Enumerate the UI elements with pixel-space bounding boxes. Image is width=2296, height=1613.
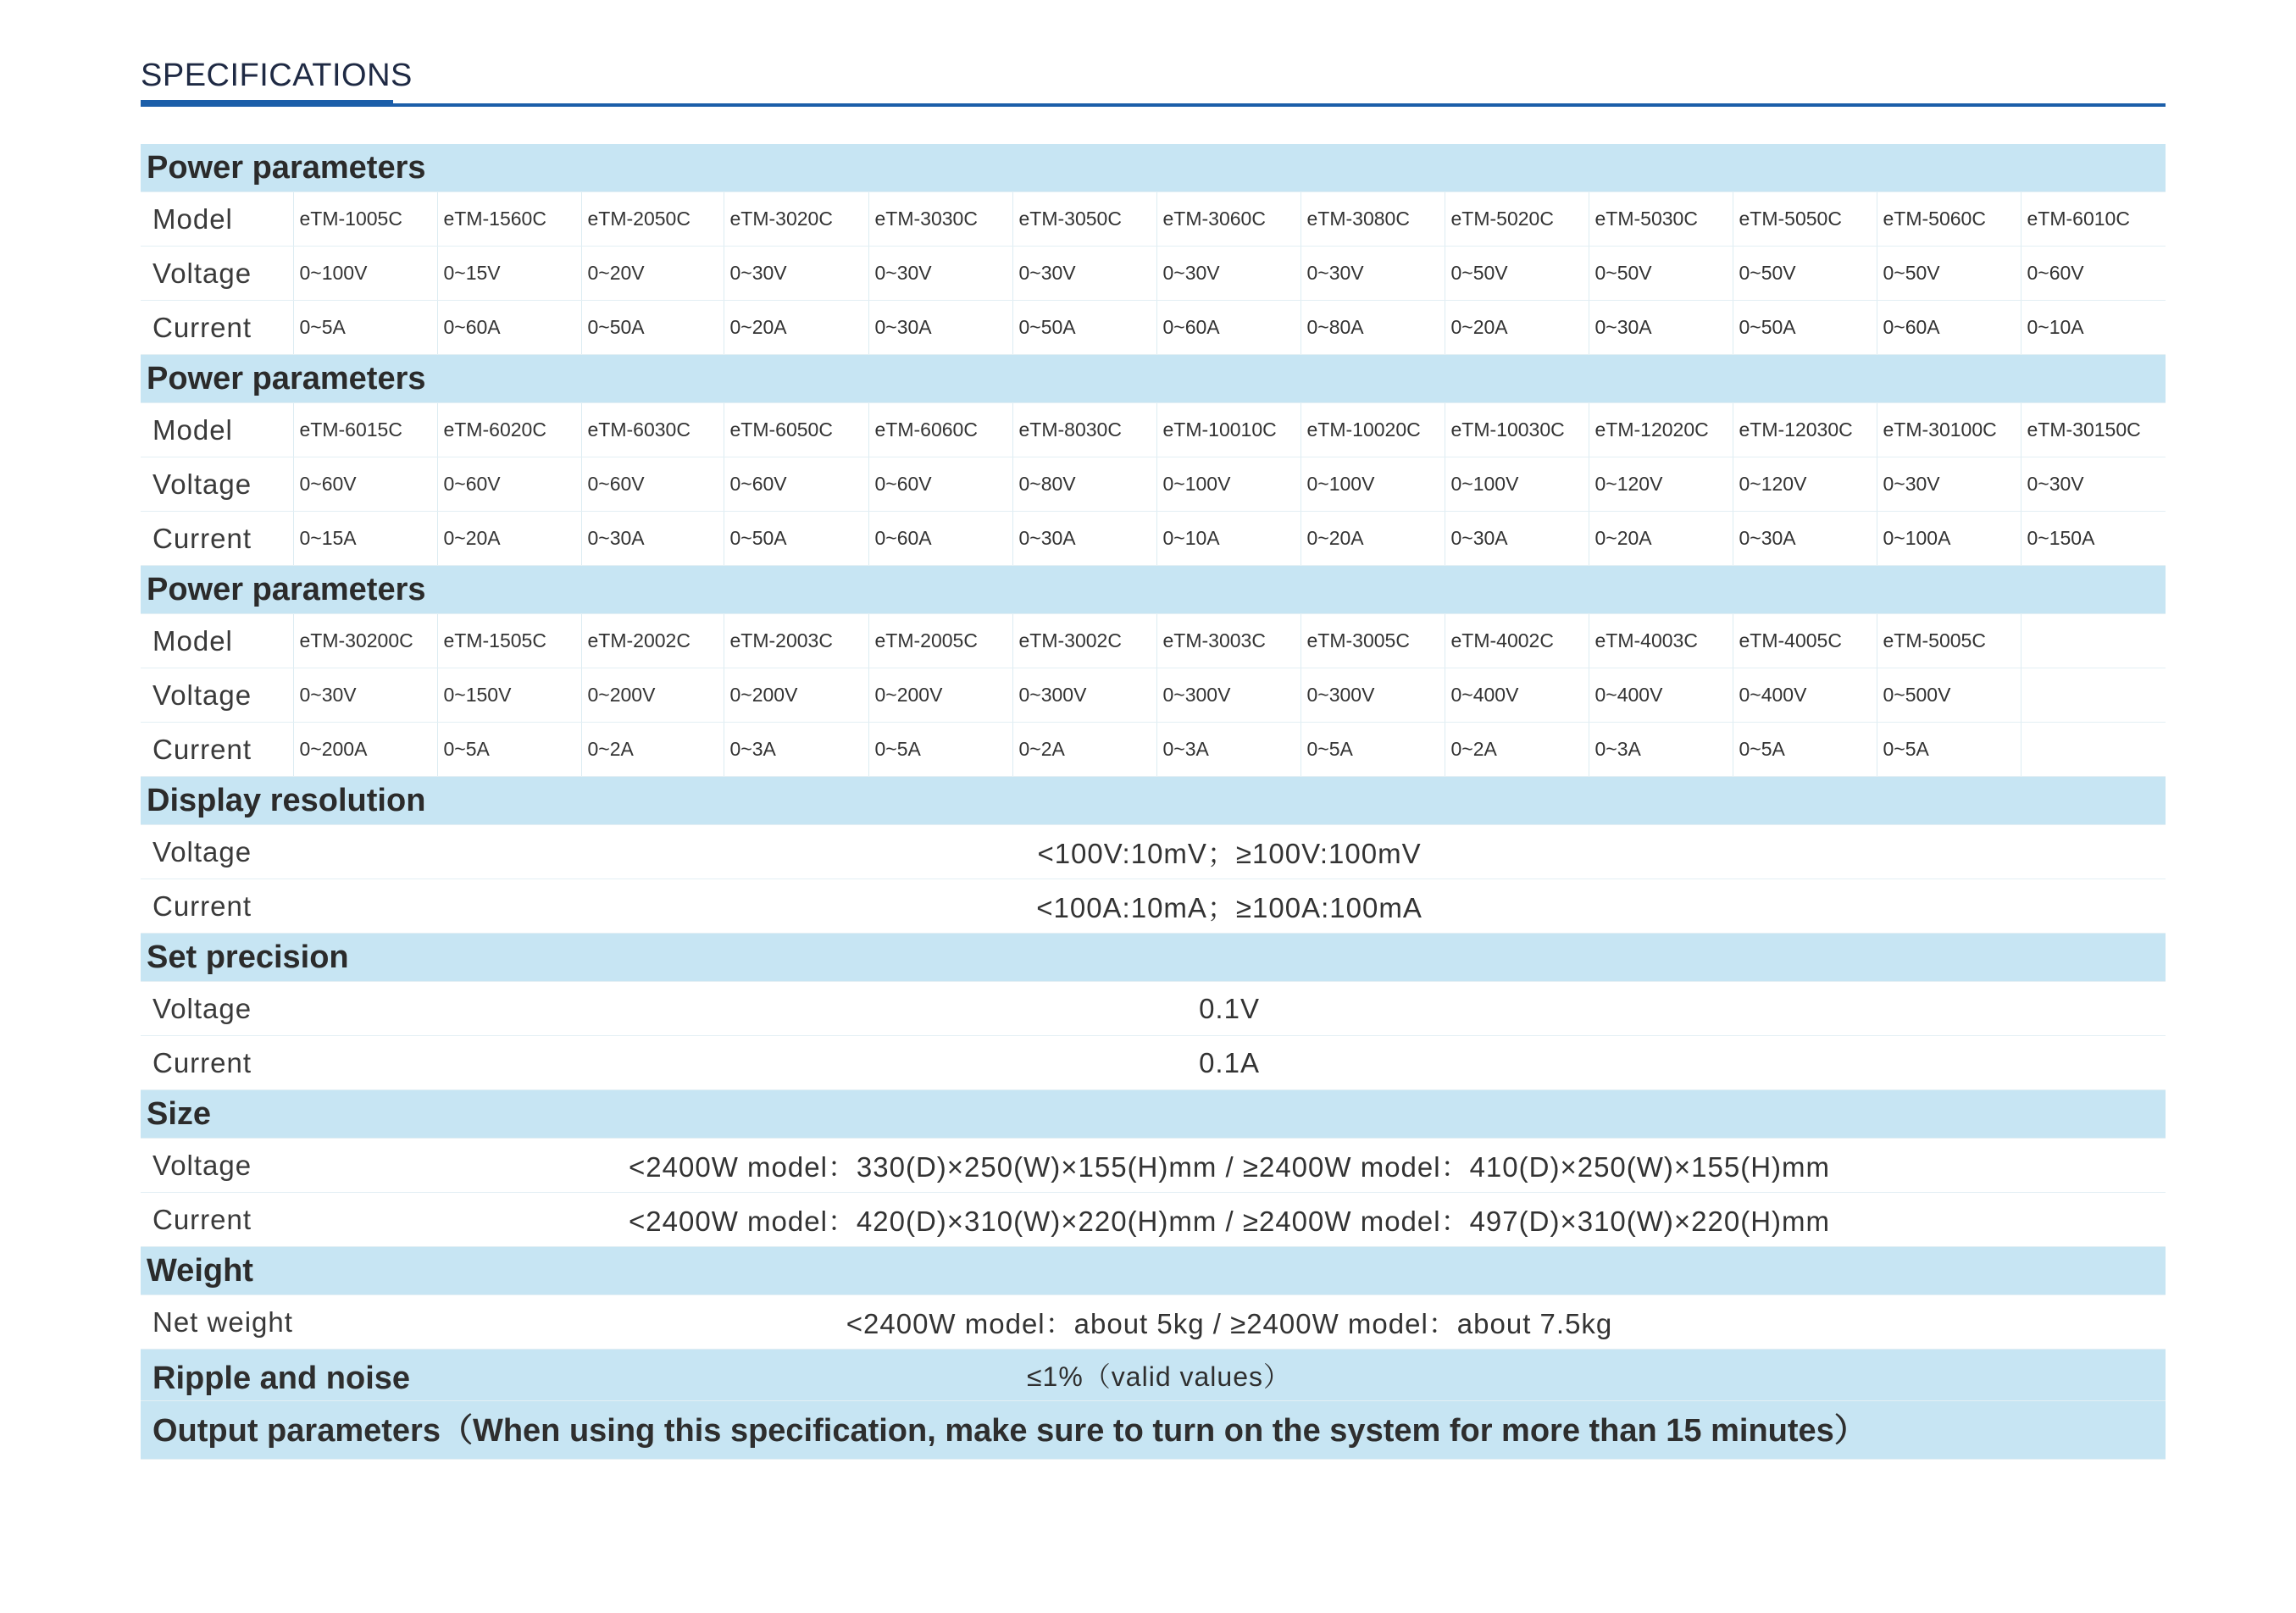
voltage-cell: 0~50V (1445, 247, 1589, 301)
voltage-cell: 0~400V (1733, 668, 1877, 723)
display-current-value: <100A:10mA；≥100A:100mA (293, 879, 2166, 934)
voltage-cell: 0~60V (2021, 247, 2166, 301)
current-cell: 0~3A (724, 723, 868, 777)
model-cell: eTM-12020C (1589, 403, 1733, 457)
model-cell: eTM-12030C (1733, 403, 1877, 457)
row-label: Model (141, 403, 293, 457)
model-cell: eTM-3060C (1156, 192, 1301, 247)
model-cell: eTM-10020C (1301, 403, 1445, 457)
model-cell: eTM-3005C (1301, 614, 1445, 668)
title-rule-accent (141, 100, 393, 107)
size-voltage-row (141, 1139, 2166, 1193)
voltage-row (141, 247, 2166, 301)
row-label: Voltage (141, 668, 293, 723)
section-weight (141, 1247, 2166, 1295)
net-weight-row (141, 1295, 2166, 1350)
section-set-precision (141, 934, 2166, 982)
model-cell: eTM-6020C (437, 403, 581, 457)
section-title: Weight (141, 1247, 2166, 1295)
row-label: Voltage (141, 457, 293, 512)
current-cell: 0~20A (437, 512, 581, 566)
row-label: Current (141, 1036, 293, 1090)
model-row (141, 403, 2166, 457)
model-cell: eTM-10010C (1156, 403, 1301, 457)
section-title: Size (141, 1090, 2166, 1139)
voltage-cell: 0~100V (293, 247, 437, 301)
voltage-cell: 0~400V (1589, 668, 1733, 723)
voltage-cell: 0~50V (1589, 247, 1733, 301)
voltage-cell: 0~60V (724, 457, 868, 512)
voltage-cell: 0~50V (1733, 247, 1877, 301)
row-label: Voltage (141, 982, 293, 1036)
current-cell: 0~30A (1589, 301, 1733, 355)
voltage-cell: 0~15V (437, 247, 581, 301)
voltage-cell: 0~120V (1589, 457, 1733, 512)
current-cell: 0~2A (1445, 723, 1589, 777)
size-current-value: <2400W model：420(D)×310(W)×220(H)mm / ≥2400W model：497(D)×310(W)×220(H)mm (293, 1193, 2166, 1247)
voltage-cell: 0~30V (724, 247, 868, 301)
display-current-row (141, 879, 2166, 934)
current-cell (2021, 723, 2166, 777)
model-cell: eTM-6060C (868, 403, 1012, 457)
voltage-cell (2021, 668, 2166, 723)
output-note-row (141, 1401, 2166, 1460)
row-label: Current (141, 512, 293, 566)
voltage-cell: 0~60V (868, 457, 1012, 512)
current-cell: 0~30A (1733, 512, 1877, 566)
precision-voltage-row (141, 982, 2166, 1036)
voltage-cell: 0~100V (1156, 457, 1301, 512)
current-cell: 0~30A (868, 301, 1012, 355)
row-label: Current (141, 723, 293, 777)
model-cell: eTM-6010C (2021, 192, 2166, 247)
title-rule (141, 103, 2166, 107)
ripple-row (141, 1350, 2166, 1401)
voltage-cell: 0~30V (1156, 247, 1301, 301)
voltage-cell: 0~200V (724, 668, 868, 723)
current-row (141, 301, 2166, 355)
ripple-title: Ripple and noise (141, 1350, 724, 1401)
row-label: Model (141, 614, 293, 668)
ripple-value: ≤1%（valid values） (724, 1350, 1589, 1401)
current-cell: 0~60A (868, 512, 1012, 566)
model-cell: eTM-1005C (293, 192, 437, 247)
voltage-cell: 0~80V (1012, 457, 1156, 512)
row-label: Current (141, 879, 293, 934)
current-cell: 0~20A (724, 301, 868, 355)
current-cell: 0~50A (1012, 301, 1156, 355)
model-cell: eTM-5030C (1589, 192, 1733, 247)
voltage-cell: 0~100V (1445, 457, 1589, 512)
voltage-cell: 0~300V (1301, 668, 1445, 723)
model-cell: eTM-10030C (1445, 403, 1589, 457)
model-cell: eTM-3020C (724, 192, 868, 247)
model-row (141, 192, 2166, 247)
current-cell: 0~60A (1156, 301, 1301, 355)
model-cell: eTM-6030C (581, 403, 724, 457)
current-cell: 0~30A (1012, 512, 1156, 566)
current-cell: 0~10A (1156, 512, 1301, 566)
current-cell: 0~5A (1877, 723, 2021, 777)
current-cell: 0~5A (1301, 723, 1445, 777)
voltage-cell: 0~60V (437, 457, 581, 512)
voltage-cell: 0~50V (1877, 247, 2021, 301)
model-cell: eTM-5050C (1733, 192, 1877, 247)
current-cell: 0~60A (437, 301, 581, 355)
section-display-resolution (141, 777, 2166, 825)
voltage-cell: 0~300V (1012, 668, 1156, 723)
model-cell: eTM-30200C (293, 614, 437, 668)
current-cell: 0~30A (581, 512, 724, 566)
model-cell: eTM-3002C (1012, 614, 1156, 668)
voltage-cell: 0~200V (868, 668, 1012, 723)
model-cell: eTM-5060C (1877, 192, 2021, 247)
model-row (141, 614, 2166, 668)
current-cell: 0~5A (437, 723, 581, 777)
current-cell: 0~2A (581, 723, 724, 777)
precision-voltage-value: 0.1V (293, 982, 2166, 1036)
model-cell: eTM-2005C (868, 614, 1012, 668)
voltage-cell: 0~60V (293, 457, 437, 512)
section-title: Power parameters (141, 566, 2166, 614)
voltage-cell: 0~30V (1012, 247, 1156, 301)
voltage-cell: 0~30V (1301, 247, 1445, 301)
model-cell: eTM-6050C (724, 403, 868, 457)
voltage-cell: 0~100V (1301, 457, 1445, 512)
model-cell: eTM-4003C (1589, 614, 1733, 668)
voltage-cell: 0~200V (581, 668, 724, 723)
model-cell: eTM-3030C (868, 192, 1012, 247)
model-cell: eTM-4005C (1733, 614, 1877, 668)
row-label: Current (141, 1193, 293, 1247)
display-voltage-row (141, 825, 2166, 879)
voltage-cell: 0~60V (581, 457, 724, 512)
power-parameters-body (141, 144, 2166, 777)
current-cell: 0~15A (293, 512, 437, 566)
model-cell: eTM-8030C (1012, 403, 1156, 457)
model-cell: eTM-4002C (1445, 614, 1589, 668)
current-cell: 0~5A (1733, 723, 1877, 777)
model-cell: eTM-1505C (437, 614, 581, 668)
row-label: Voltage (141, 1139, 293, 1193)
voltage-cell: 0~150V (437, 668, 581, 723)
display-voltage-value: <100V:10mV；≥100V:100mV (293, 825, 2166, 879)
model-cell: eTM-3050C (1012, 192, 1156, 247)
row-label: Voltage (141, 825, 293, 879)
model-cell: eTM-5020C (1445, 192, 1589, 247)
remaining-specs-body (141, 777, 2166, 1460)
current-cell: 0~2A (1012, 723, 1156, 777)
current-cell: 0~50A (724, 512, 868, 566)
voltage-cell: 0~30V (868, 247, 1012, 301)
current-cell: 0~30A (1445, 512, 1589, 566)
voltage-cell: 0~30V (2021, 457, 2166, 512)
current-cell: 0~3A (1589, 723, 1733, 777)
row-label: Current (141, 301, 293, 355)
model-cell (2021, 614, 2166, 668)
current-cell: 0~50A (581, 301, 724, 355)
current-row (141, 723, 2166, 777)
section-power-parameters (141, 355, 2166, 403)
model-cell: eTM-30100C (1877, 403, 2021, 457)
current-row (141, 512, 2166, 566)
precision-current-row (141, 1036, 2166, 1090)
page-title: SPECIFICATIONS (141, 58, 413, 93)
voltage-cell: 0~20V (581, 247, 724, 301)
ripple-spacer (1589, 1350, 2166, 1401)
voltage-cell: 0~30V (1877, 457, 2021, 512)
current-cell: 0~20A (1301, 512, 1445, 566)
section-title: Set precision (141, 934, 2166, 982)
current-cell: 0~100A (1877, 512, 2021, 566)
voltage-cell: 0~300V (1156, 668, 1301, 723)
current-cell: 0~150A (2021, 512, 2166, 566)
current-cell: 0~80A (1301, 301, 1445, 355)
model-cell: eTM-1560C (437, 192, 581, 247)
voltage-row (141, 457, 2166, 512)
voltage-cell: 0~120V (1733, 457, 1877, 512)
voltage-cell: 0~30V (293, 668, 437, 723)
model-cell: eTM-3003C (1156, 614, 1301, 668)
section-power-parameters (141, 566, 2166, 614)
section-power-parameters (141, 144, 2166, 192)
model-cell: eTM-5005C (1877, 614, 2021, 668)
row-label: Voltage (141, 247, 293, 301)
current-cell: 0~20A (1589, 512, 1733, 566)
voltage-cell: 0~400V (1445, 668, 1589, 723)
model-cell: eTM-30150C (2021, 403, 2166, 457)
current-cell: 0~5A (868, 723, 1012, 777)
row-label: Net weight (141, 1295, 293, 1350)
current-cell: 0~50A (1733, 301, 1877, 355)
section-title: Power parameters (141, 144, 2166, 192)
current-cell: 0~200A (293, 723, 437, 777)
current-cell: 0~3A (1156, 723, 1301, 777)
section-size (141, 1090, 2166, 1139)
current-cell: 0~5A (293, 301, 437, 355)
size-voltage-value: <2400W model：330(D)×250(W)×155(H)mm / ≥2400W model：410(D)×250(W)×155(H)mm (293, 1139, 2166, 1193)
output-parameters-note: Output parameters（When using this specification, make sure to turn on the system for more than 15 minutes） (141, 1401, 2166, 1460)
net-weight-value: <2400W model：about 5kg / ≥2400W model：about 7.5kg (293, 1295, 2166, 1350)
current-cell: 0~10A (2021, 301, 2166, 355)
section-title: Display resolution (141, 777, 2166, 825)
section-title: Power parameters (141, 355, 2166, 403)
model-cell: eTM-2003C (724, 614, 868, 668)
precision-current-value: 0.1A (293, 1036, 2166, 1090)
spec-table (141, 144, 2166, 1460)
model-cell: eTM-2002C (581, 614, 724, 668)
model-cell: eTM-6015C (293, 403, 437, 457)
voltage-row (141, 668, 2166, 723)
size-current-row (141, 1193, 2166, 1247)
current-cell: 0~20A (1445, 301, 1589, 355)
row-label: Model (141, 192, 293, 247)
current-cell: 0~60A (1877, 301, 2021, 355)
model-cell: eTM-2050C (581, 192, 724, 247)
voltage-cell: 0~500V (1877, 668, 2021, 723)
model-cell: eTM-3080C (1301, 192, 1445, 247)
